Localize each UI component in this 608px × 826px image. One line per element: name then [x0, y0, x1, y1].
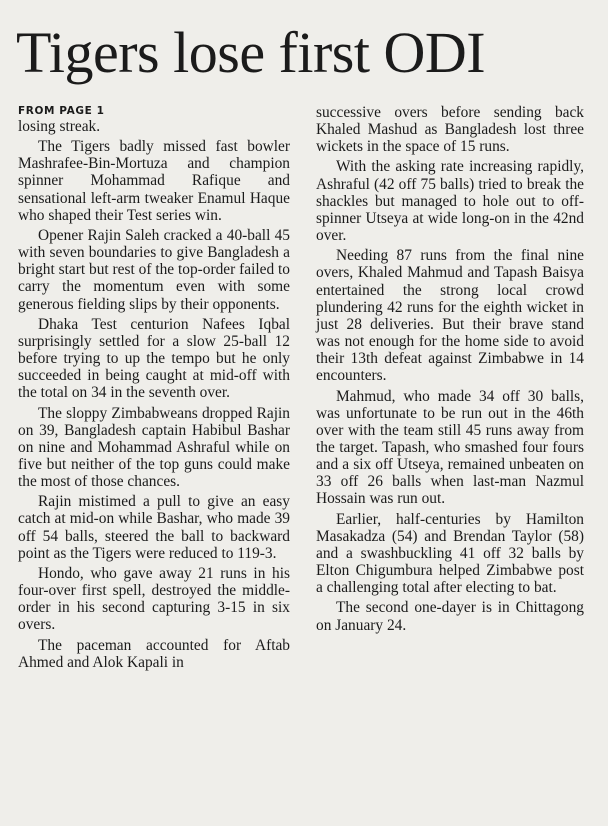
article-paragraph: The Tigers badly missed fast bowler Mashrafee-Bin-Mortuza and champion spinner Mohammad Rafique and sensational left-arm tweaker Enamul Haque who shaped their Test series win. [18, 138, 290, 224]
article-paragraph: Mahmud, who made 34 off 30 balls, was unfortunate to be run out in the 46th over with the team still 45 runs away from the target. Tapash, who smashed four fours and a six off Utseya, remained unbeaten on 33 off 26 balls when last-man Nazmul Hossain was run out. [316, 387, 584, 508]
article-paragraph: Opener Rajin Saleh cracked a 40-ball 45 with seven boundaries to give Bangladesh a bright start but rest of the top-order failed to carry the momentum even with some generous fielding slips by their opponents. [18, 226, 290, 313]
article-paragraph: losing streak. [18, 118, 101, 135]
article-column-right [316, 104, 584, 637]
article-paragraph: successive overs before sending back Khaled Mashud as Bangladesh lost three wickets in the space of 15 runs. [316, 104, 584, 156]
headline: Tigers lose first ODI [16, 20, 486, 85]
article-paragraph: The second one-dayer is in Chittagong on January 24. [316, 599, 584, 634]
article-paragraph: Needing 87 runs from the final nine overs, Khaled Mahmud and Tapash Baisya entertained the strong local crowd plundering 42 runs for the eighth wicket in just 28 deliveries. But their brave stand was not enough for the home side to avoid their 13th defeat against Zimbabwe in 14 encounters. [316, 247, 584, 385]
article-paragraph: Rajin mistimed a pull to give an easy catch at mid-on while Bashar, who made 39 off 54 balls, steered the ball to backward point as the Tigers were reduced to 119-3. [18, 493, 290, 562]
article-paragraph: Dhaka Test centurion Nafees Iqbal surprisingly settled for a slow 25-ball 12 before trying to up the tempo but he only succeeded in being caught at mid-off with the total on 34 in the seventh over. [18, 315, 290, 402]
article-paragraph: Hondo, who gave away 21 runs in his four-over first spell, destroyed the middle-order in his second capturing 3-15 in six overs. [18, 564, 290, 634]
article-paragraph: Earlier, half-centuries by Hamilton Masakadza (54) and Brendan Taylor (58) and a swashbuckling 41 off 32 balls by Elton Chigumbura helped Zimbabwe post a challenging total after electing to bat. [316, 510, 584, 597]
article-paragraph: With the asking rate increasing rapidly, Ashraful (42 off 75 balls) tried to break the shackles but managed to hole out to off-spinner Utseya at wide long-on in the 42nd over. [316, 158, 584, 245]
article-paragraph: The paceman accounted for Aftab Ahmed and Alok Kapali in [18, 636, 290, 671]
continued-from-label: FROM PAGE 1 [18, 105, 105, 117]
article-column-left [18, 104, 290, 674]
article-paragraph: The sloppy Zimbabweans dropped Rajin on 39, Bangladesh captain Habibul Bashar on nine and Mohammad Ashraful while on five but neither of the top guns could make the most of those chances. [18, 404, 290, 491]
